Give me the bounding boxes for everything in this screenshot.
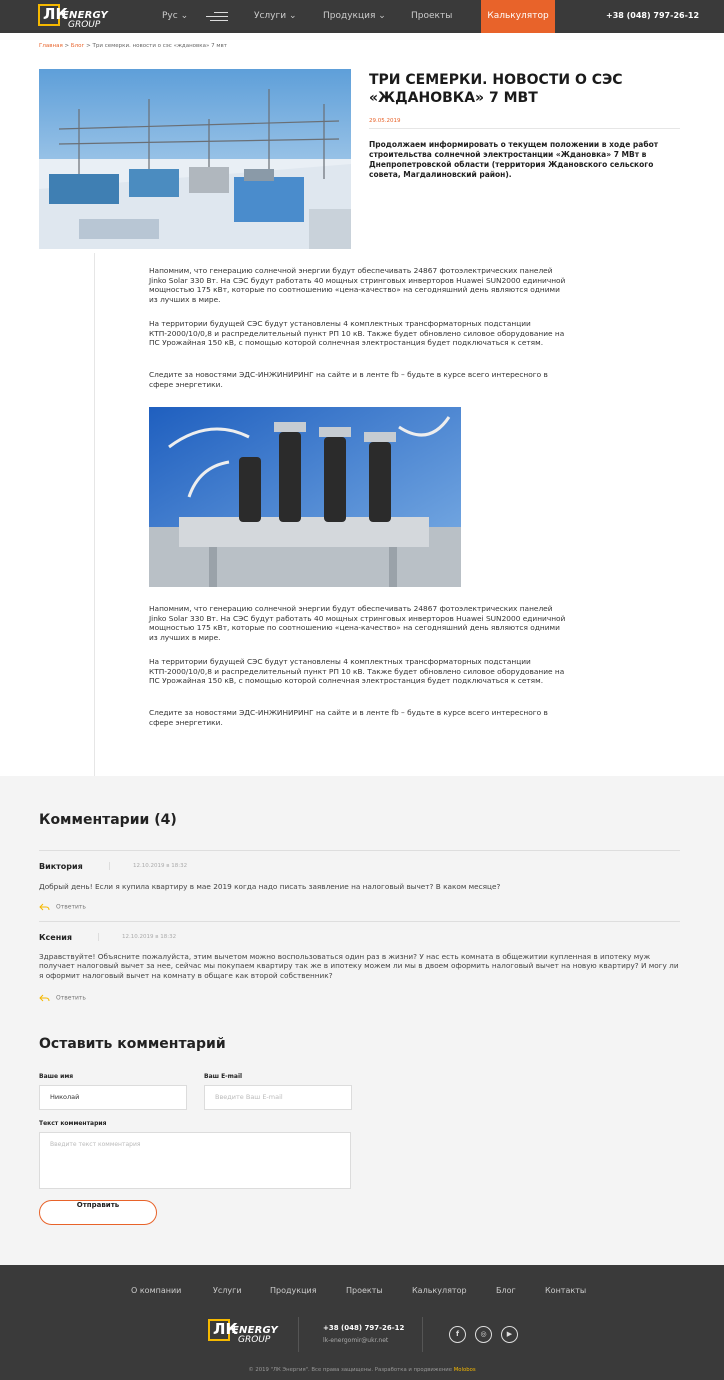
separator [98,933,99,941]
divider [39,850,680,851]
divider [422,1317,423,1352]
divider [298,1317,299,1352]
divider [369,128,680,129]
nav-projects[interactable]: Проекты [411,11,453,21]
facebook-icon[interactable]: f [449,1326,466,1343]
comment-text-label: Текст комментария [39,1120,107,1127]
footer-nav-blog[interactable]: Блог [496,1286,516,1295]
reply-button[interactable]: Ответить [39,994,86,1002]
language-switcher[interactable]: Рус ⌄ [162,11,189,21]
article-paragraph: Следите за новостями ЭДС-ИНЖИНИРИНГ на сайте и в ленте fb – будьте в курсе всего интересного в сфере энергетики. [149,370,548,389]
site-header [0,0,724,33]
comments-title: Комментарии (4) [39,812,177,828]
instagram-icon[interactable]: ◎ [475,1326,492,1343]
calculator-button[interactable]: Калькулятор [481,0,555,33]
article-paragraph: Напомним, что генерацию солнечной энергии будут обеспечивать 24867 фотоэлектрических панелей Jinko Solar 330 Вт. На СЭС будут работать 40 мощных стринговых инверторов Huawei SUN2000 единичной мощностью 175 кВт, которые по соотношению «цена-качество» на сегодняшний день являются одними из лучших в мире. [149,266,566,304]
reply-icon [39,994,50,1002]
comment-text: Здравствуйте! Объясните пожалуйста, этим вычетом можно воспользоваться один раз в жизни? У нас есть комната в общежитии купленная в ипотеку муж получает налоговый вычет за нее, сейчас мы покупаем квартиру так же в ипотеку можем ли мы в двоем оформить налоговый вычет на новую квартиру? И могу ли я оформит налоговый вычет на комнату в общаге как второй собственник? [39,952,679,980]
footer-nav-products[interactable]: Продукция [270,1286,317,1295]
form-title: Оставить комментарий [39,1036,226,1052]
nav-services[interactable]: Услуги ⌄ [254,11,297,21]
content-rule [94,253,95,776]
article-lead: Продолжаем информировать о текущем положении в ходе работ строительства солнечной электростанции «Ждановка» 7 МВт в Днепропетровской области (территория Ждановского сельского совета, Магдалиновский район). [369,140,659,179]
article-paragraph: На территории будущей СЭС будут установлены 4 комплектных трансформаторных подстанции КТП-2000/10/0,8 и распределительный пункт РП 10 кВ. Также будет обновлено силовое оборудование на ПС Урожайная 150 кВ, с помощью которой солнечная электростанция будет подключаться к сетям. [149,657,565,686]
comment-author: Ксения [39,933,72,942]
submit-button[interactable]: Отправить [39,1200,157,1225]
logo-mark: ЛК [38,4,60,26]
site-logo[interactable] [38,4,106,31]
name-input[interactable]: Николай [39,1085,187,1110]
copyright: © 2019 "ЛК Энергия". Все права защищены. Разработка и продвижение Molobos [248,1367,476,1373]
separator [109,862,110,870]
site-footer [0,1265,724,1380]
breadcrumb-blog[interactable]: Блог [70,43,85,49]
article-title: ТРИ СЕМЕРКИ. НОВОСТИ О СЭС «ЖДАНОВКА» 7 МВТ [369,72,623,106]
footer-nav-calculator[interactable]: Калькулятор [412,1286,467,1295]
divider [39,921,680,922]
header-phone[interactable]: +38 (048) 797-26-12 [606,11,700,20]
logo-mark: ЛК [208,1319,230,1341]
reply-icon [39,903,50,911]
comment-date: 12.10.2019 в 18:32 [133,863,188,869]
footer-nav-contacts[interactable]: Контакты [545,1286,587,1295]
breadcrumb-home[interactable]: Главная [39,43,63,49]
footer-nav-projects[interactable]: Проекты [346,1286,383,1295]
nav-products[interactable]: Продукция ⌄ [323,11,386,21]
article-image-insulators [149,407,461,587]
developer-link[interactable]: Molobos [453,1367,476,1373]
email-input[interactable]: Введите Ваш E-mail [204,1085,352,1110]
youtube-icon[interactable]: ▶ [501,1326,518,1343]
reply-button[interactable]: Ответить [39,903,86,911]
name-label: Ваше имя [39,1073,74,1080]
article-paragraph: Следите за новостями ЭДС-ИНЖИНИРИНГ на сайте и в ленте fb – будьте в курсе всего интересного в сфере энергетики. [149,708,548,727]
article-paragraph: На территории будущей СЭС будут установлены 4 комплектных трансформаторных подстанции КТП-2000/10/0,8 и распределительный пункт РП 10 кВ. Также будет обновлено силовое оборудование на ПС Урожайная 150 кВ, с помощью которой солнечная электростанция будет подключаться к сетям. [149,319,565,348]
logo-text-group: GROUP [68,20,101,30]
email-label: Ваш E-mail [204,1073,243,1080]
footer-nav-services[interactable]: Услуги [213,1286,242,1295]
comment-textarea[interactable]: Введите текст комментария [39,1132,351,1189]
article-hero-image [39,69,351,249]
breadcrumb-current: Три семерки. новости о сэс «ждановка» 7 мвт [92,43,227,49]
article-date: 29.05.2019 [369,118,401,124]
footer-email[interactable]: lk-energomir@ukr.net [323,1337,389,1344]
menu-icon[interactable] [206,12,228,22]
comment-date: 12.10.2019 в 18:32 [122,934,177,940]
article-paragraph: Напомним, что генерацию солнечной энергии будут обеспечивать 24867 фотоэлектрических панелей Jinko Solar 330 Вт. На СЭС будут работать 40 мощных стринговых инверторов Huawei SUN2000 единичной мощностью 175 кВт, которые по соотношению «цена-качество» на сегодняшний день являются одними из лучших в мире. [149,604,566,642]
comment-author: Виктория [39,862,83,871]
comment-text: Добрый день! Если я купила квартиру в мае 2019 когда надо писать заявление на налоговый вычет? В каком месяце? [39,882,501,891]
footer-phone[interactable]: +38 (048) 797-26-12 [323,1324,405,1332]
footer-nav-about[interactable]: О компании [131,1286,182,1295]
breadcrumb: Главная > Блог > Три семерки. новости о сэс «ждановка» 7 мвт [39,43,227,49]
footer-logo[interactable]: ЛК ENERGY GROUP [208,1319,276,1346]
logo-text-energy: ENERGY [62,10,108,21]
